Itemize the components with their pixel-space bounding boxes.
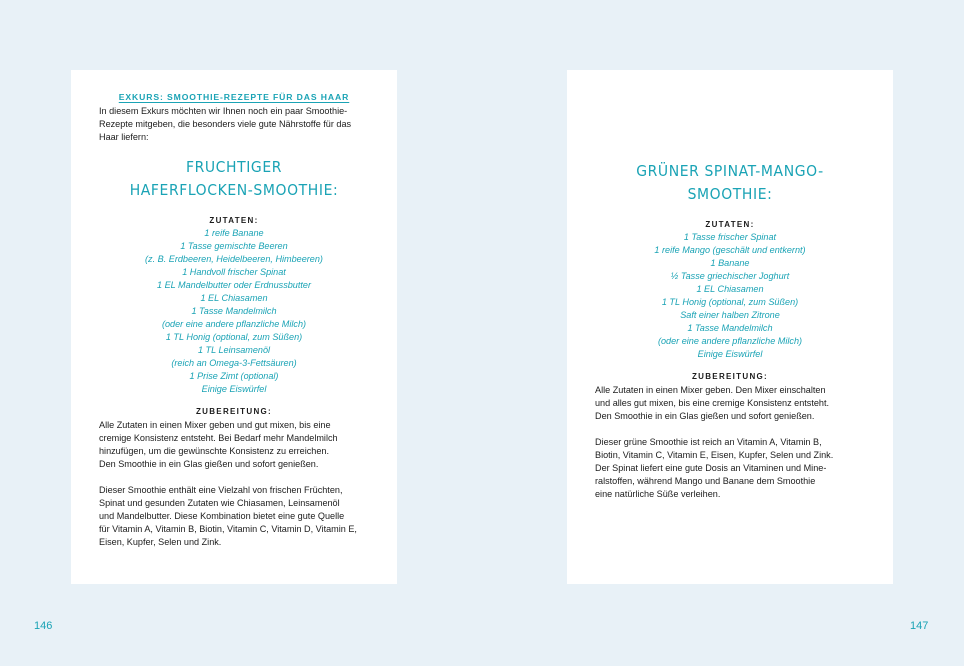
ingredient-item: 1 EL Chiasamen bbox=[696, 284, 764, 294]
recipe-title-line: GRÜNER SPINAT-MANGO- bbox=[636, 162, 824, 180]
preparation-line: Den Smoothie in ein Glas gießen und sofort genießen. bbox=[99, 459, 319, 469]
notes-line: eine natürliche Süße verleihen. bbox=[595, 489, 721, 499]
preparation-line: Alle Zutaten in einen Mixer geben. Den Mixer einschalten bbox=[595, 385, 826, 395]
notes-line: Spinat und gesunden Zutaten wie Chiasamen, Leinsamenöl bbox=[99, 498, 340, 508]
ingredient-item: (oder eine andere pflanzliche Milch) bbox=[657, 336, 803, 346]
ingredient-item: (z. B. Erdbeeren, Heidelbeeren, Himbeeren) bbox=[145, 254, 323, 264]
preparation-line: cremige Konsistenz entsteht. Bei Bedarf mehr Mandelmilch bbox=[99, 433, 338, 443]
ingredient-item: 1 Banane bbox=[710, 258, 750, 268]
ingredient-item: 1 Tasse gemischte Beeren bbox=[180, 241, 288, 251]
ingredient-item: 1 TL Leinsamenöl bbox=[197, 345, 271, 355]
notes-line: Eisen, Kupfer, Selen und Zink. bbox=[99, 537, 222, 547]
notes-line: ralstoffen, während Mango und Banane dem Smoothie bbox=[595, 476, 816, 486]
intro-paragraph bbox=[99, 105, 369, 144]
preparation-paragraph bbox=[99, 419, 369, 471]
preparation-heading: ZUBEREITUNG: bbox=[691, 372, 769, 381]
ingredient-item: 1 reife Mango (geschält und entkernt) bbox=[654, 245, 806, 255]
ingredient-item: (oder eine andere pflanzliche Milch) bbox=[161, 319, 307, 329]
ingredients-list bbox=[99, 227, 369, 396]
intro-line: Haar liefern: bbox=[99, 132, 149, 142]
right-page bbox=[567, 70, 893, 584]
page-number-right: 147 bbox=[910, 620, 929, 632]
preparation-heading: ZUBEREITUNG: bbox=[195, 407, 273, 416]
ingredient-item: 1 reife Banane bbox=[204, 228, 264, 238]
ingredient-item: Einige Eiswürfel bbox=[201, 384, 267, 394]
notes-paragraph bbox=[595, 436, 865, 501]
preparation-line: hinzufügen, um die gewünschte Konsistenz zu erreichen. bbox=[99, 446, 330, 456]
ingredients-heading: ZUTATEN: bbox=[209, 216, 259, 225]
notes-line: Biotin, Vitamin C, Vitamin E, Eisen, Kupfer, Selen und Zink. bbox=[595, 450, 834, 460]
ingredients-heading: ZUTATEN: bbox=[705, 220, 755, 229]
ingredient-item: 1 Prise Zimt (optional) bbox=[189, 371, 279, 381]
ingredient-item: 1 TL Honig (optional, zum Süßen) bbox=[165, 332, 303, 342]
recipe-title-line: FRUCHTIGER bbox=[185, 158, 283, 176]
preparation-line: Den Smoothie in ein Glas gießen und sofort genießen. bbox=[595, 411, 815, 421]
exkurs-heading: EXKURS: SMOOTHIE-REZEPTE FÜR DAS HAAR bbox=[118, 92, 350, 102]
ingredient-item: Saft einer halben Zitrone bbox=[680, 310, 780, 320]
intro-line: Rezepte mitgeben, die besonders viele gute Nährstoffe für das bbox=[99, 119, 352, 129]
ingredient-item: 1 Handvoll frischer Spinat bbox=[182, 267, 286, 277]
preparation-paragraph bbox=[595, 384, 865, 423]
intro-line: In diesem Exkurs möchten wir Ihnen noch ein paar Smoothie- bbox=[99, 106, 348, 116]
ingredient-item: ½ Tasse griechischer Joghurt bbox=[670, 271, 790, 281]
page-number-left: 146 bbox=[34, 620, 53, 632]
notes-line: Dieser Smoothie enthält eine Vielzahl von frischen Früchten, bbox=[99, 485, 343, 495]
notes-line: Dieser grüne Smoothie ist reich an Vitamin A, Vitamin B, bbox=[595, 437, 822, 447]
recipe-title bbox=[99, 156, 369, 202]
ingredient-item: 1 Tasse Mandelmilch bbox=[687, 323, 773, 333]
preparation-line: und alles gut mixen, bis eine cremige Konsistenz entsteht. bbox=[595, 398, 830, 408]
notes-line: Der Spinat liefert eine gute Dosis an Vitaminen und Mine- bbox=[595, 463, 827, 473]
notes-paragraph bbox=[99, 484, 369, 549]
ingredient-item: 1 Tasse Mandelmilch bbox=[191, 306, 277, 316]
notes-line: und Mandelbutter. Diese Kombination bietet eine gute Quelle bbox=[99, 511, 345, 521]
recipe-title-line: SMOOTHIE: bbox=[687, 185, 773, 203]
ingredient-item: 1 TL Honig (optional, zum Süßen) bbox=[661, 297, 799, 307]
left-page bbox=[71, 70, 397, 584]
ingredient-item: 1 EL Chiasamen bbox=[200, 293, 268, 303]
recipe-title-line: HAFERFLOCKEN-SMOOTHIE: bbox=[129, 181, 339, 199]
recipe-title bbox=[595, 160, 865, 206]
ingredients-list bbox=[595, 231, 865, 361]
ingredient-item: 1 EL Mandelbutter oder Erdnussbutter bbox=[156, 280, 312, 290]
ingredient-item: Einige Eiswürfel bbox=[697, 349, 763, 359]
ingredient-item: (reich an Omega-3-Fettsäuren) bbox=[171, 358, 297, 368]
notes-line: für Vitamin A, Vitamin B, Biotin, Vitamin C, Vitamin D, Vitamin E, bbox=[99, 524, 357, 534]
ingredient-item: 1 Tasse frischer Spinat bbox=[683, 232, 777, 242]
preparation-line: Alle Zutaten in einen Mixer geben und gut mixen, bis eine bbox=[99, 420, 331, 430]
